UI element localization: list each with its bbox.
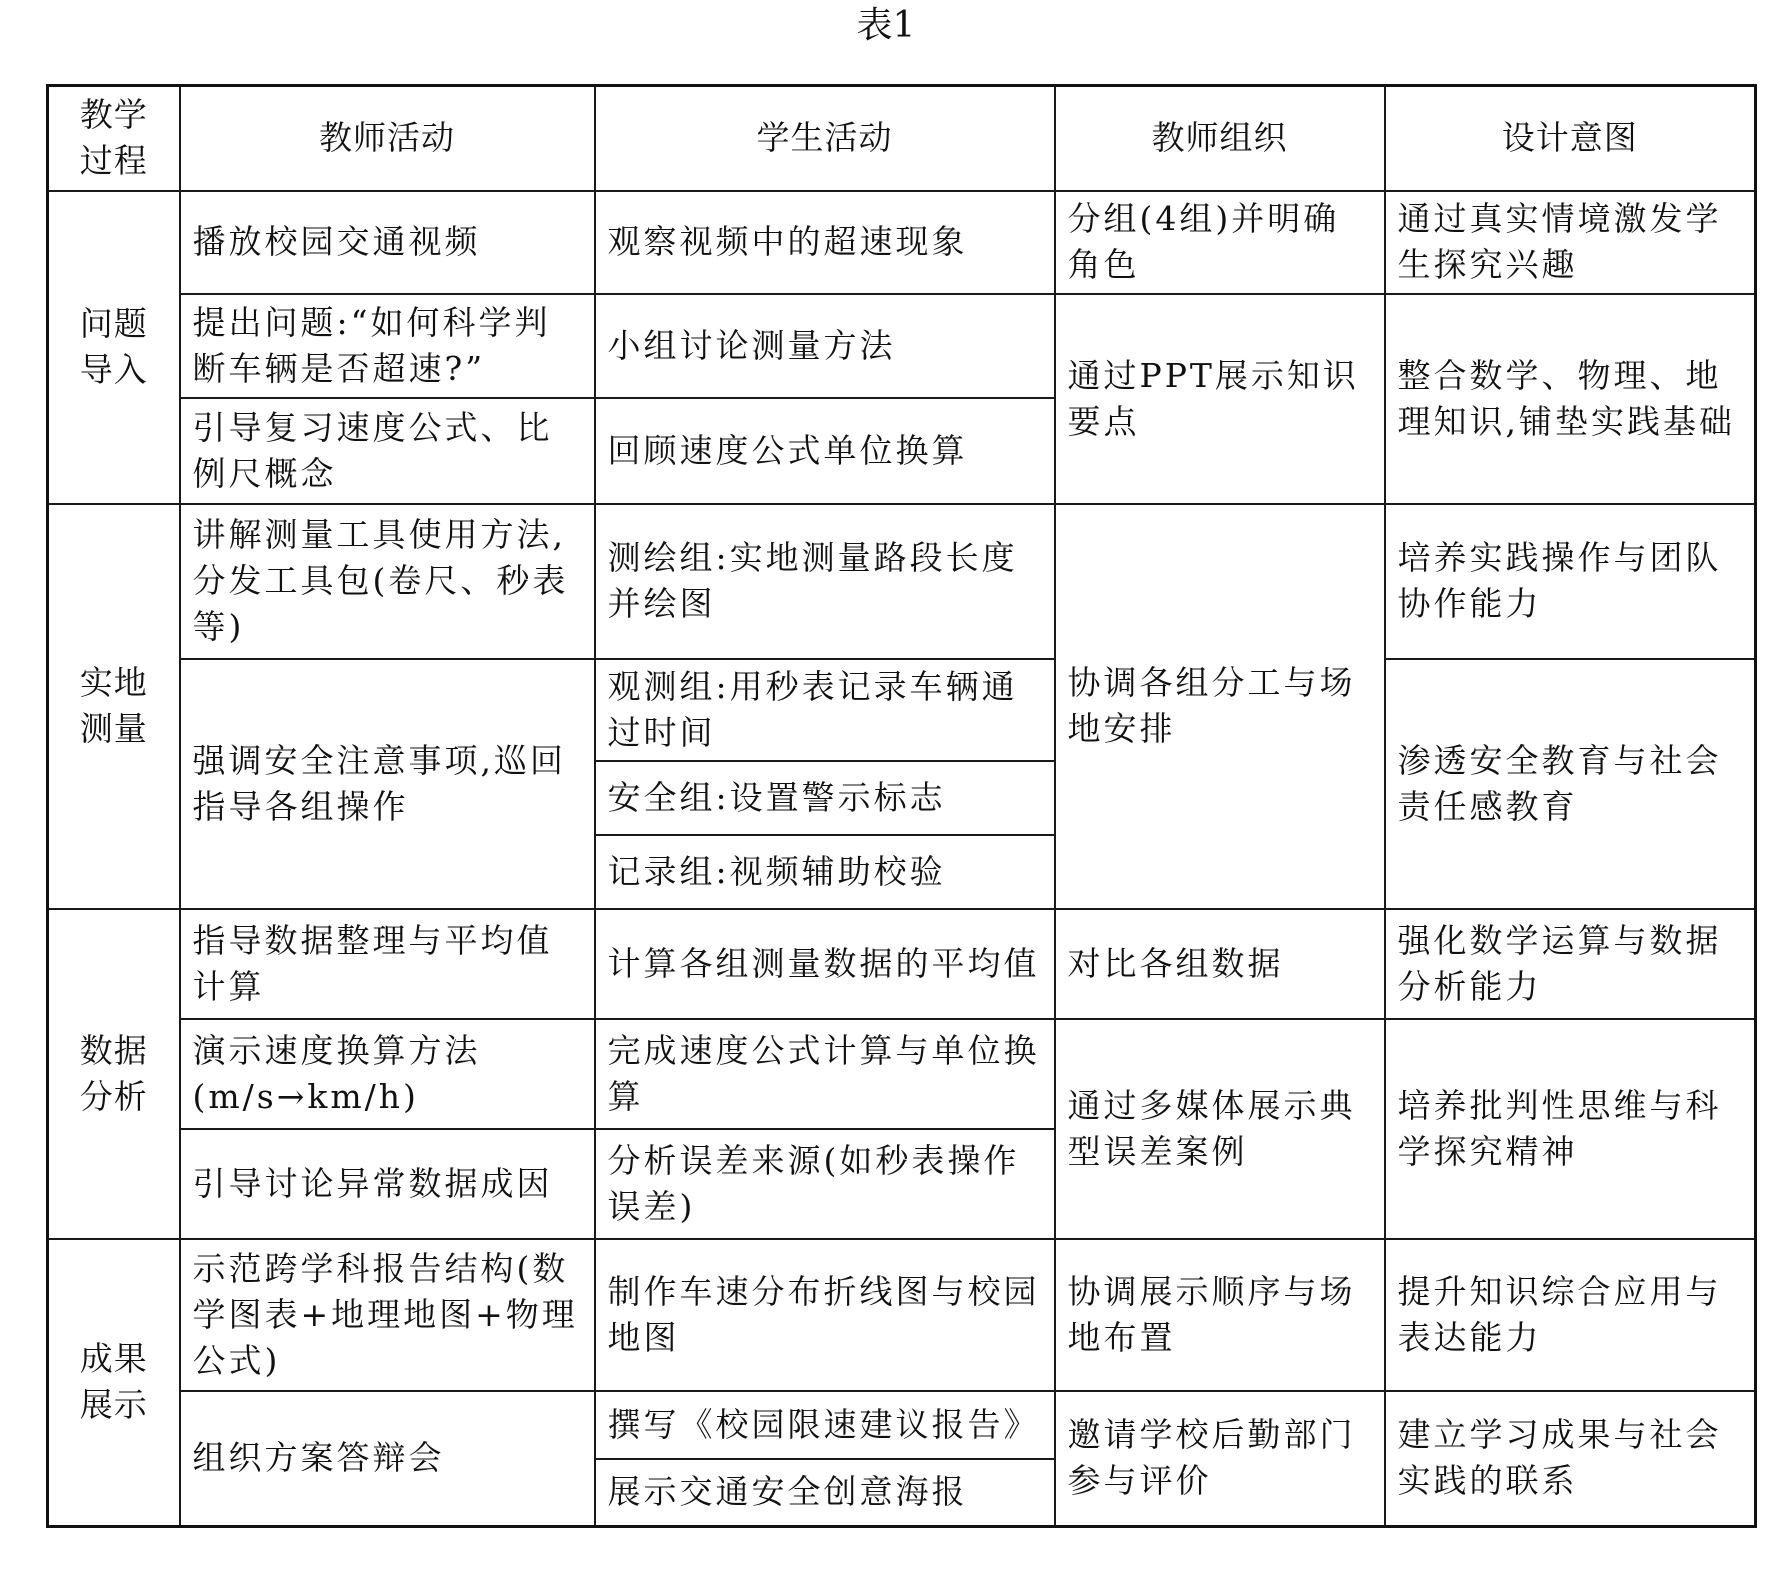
- table-row: [48, 1239, 1756, 1391]
- table-row: [48, 909, 1756, 1019]
- student-activity-cell: 完成速度公式计算与单位换算: [595, 1019, 1055, 1129]
- teacher-activity-cell: 演示速度换算方法(m/s→km/h): [180, 1019, 595, 1129]
- student-activity-cell: 记录组:视频辅助校验: [595, 835, 1055, 909]
- table-row: [48, 1391, 1756, 1459]
- design-intent-cell: 强化数学运算与数据分析能力: [1385, 909, 1756, 1019]
- design-intent-cell: 渗透安全教育与社会责任感教育: [1385, 659, 1756, 909]
- teacher-org-cell: 协调各组分工与场地安排: [1055, 504, 1385, 909]
- design-intent-cell: 提升知识综合应用与表达能力: [1385, 1239, 1756, 1391]
- teacher-activity-cell: 组织方案答辩会: [180, 1391, 595, 1527]
- teacher-activity-cell: 强调安全注意事项,巡回指导各组操作: [180, 659, 595, 909]
- teacher-org-cell: 通过PPT展示知识要点: [1055, 294, 1385, 504]
- student-activity-cell: 计算各组测量数据的平均值: [595, 909, 1055, 1019]
- header-row: [48, 86, 1756, 191]
- student-activity-cell: 观测组:用秒表记录车辆通过时间: [595, 659, 1055, 761]
- table-row: [48, 294, 1756, 398]
- student-activity-cell: 测绘组:实地测量路段长度并绘图: [595, 504, 1055, 659]
- design-intent-cell: 整合数学、物理、地理知识,铺垫实践基础: [1385, 294, 1756, 504]
- lesson-design-table: [46, 84, 1757, 1528]
- student-activity-cell: 分析误差来源(如秒表操作误差): [595, 1129, 1055, 1239]
- teacher-activity-cell: 指导数据整理与平均值计算: [180, 909, 595, 1019]
- stage-results-showcase: 成果 展示: [48, 1239, 180, 1527]
- design-intent-cell: 建立学习成果与社会实践的联系: [1385, 1391, 1756, 1527]
- teacher-org-cell: 通过多媒体展示典型误差案例: [1055, 1019, 1385, 1239]
- student-activity-cell: 撰写《校园限速建议报告》: [595, 1391, 1055, 1459]
- student-activity-cell: 小组讨论测量方法: [595, 294, 1055, 398]
- stage-data-analysis: 数据 分析: [48, 909, 180, 1239]
- design-intent-cell: 培养实践操作与团队协作能力: [1385, 504, 1756, 659]
- teacher-activity-cell: 引导讨论异常数据成因: [180, 1129, 595, 1239]
- teacher-activity-cell: 讲解测量工具使用方法,分发工具包(卷尺、秒表等): [180, 504, 595, 659]
- teacher-org-cell: 分组(4组)并明确角色: [1055, 191, 1385, 294]
- table-row: [48, 1019, 1756, 1129]
- design-intent-cell: 通过真实情境激发学生探究兴趣: [1385, 191, 1756, 294]
- student-activity-cell: 制作车速分布折线图与校园地图: [595, 1239, 1055, 1391]
- student-activity-cell: 回顾速度公式单位换算: [595, 398, 1055, 504]
- student-activity-cell: 安全组:设置警示标志: [595, 761, 1055, 835]
- table-caption: 表1: [856, 5, 916, 46]
- student-activity-cell: 展示交通安全创意海报: [595, 1459, 1055, 1527]
- header-teacher-organization: 教师组织: [1055, 86, 1385, 191]
- student-activity-cell: 观察视频中的超速现象: [595, 191, 1055, 294]
- header-design-intent: 设计意图: [1385, 86, 1756, 191]
- table-row: [48, 504, 1756, 659]
- teacher-org-cell: 邀请学校后勤部门参与评价: [1055, 1391, 1385, 1527]
- teacher-activity-cell: 提出问题:“如何科学判断车辆是否超速?”: [180, 294, 595, 398]
- header-teacher-activity: 教师活动: [180, 86, 595, 191]
- teacher-org-cell: 协调展示顺序与场地布置: [1055, 1239, 1385, 1391]
- header-student-activity: 学生活动: [595, 86, 1055, 191]
- stage-problem-intro: 问题 导入: [48, 191, 180, 504]
- teacher-activity-cell: 引导复习速度公式、比例尺概念: [180, 398, 595, 504]
- teacher-activity-cell: 示范跨学科报告结构(数学图表+地理地图+物理公式): [180, 1239, 595, 1391]
- teacher-activity-cell: 播放校园交通视频: [180, 191, 595, 294]
- table-row: [48, 659, 1756, 761]
- stage-field-measurement: 实地 测量: [48, 504, 180, 909]
- teacher-org-cell: 对比各组数据: [1055, 909, 1385, 1019]
- design-intent-cell: 培养批判性思维与科学探究精神: [1385, 1019, 1756, 1239]
- header-process: 教学 过程: [48, 86, 180, 191]
- table-row: [48, 191, 1756, 294]
